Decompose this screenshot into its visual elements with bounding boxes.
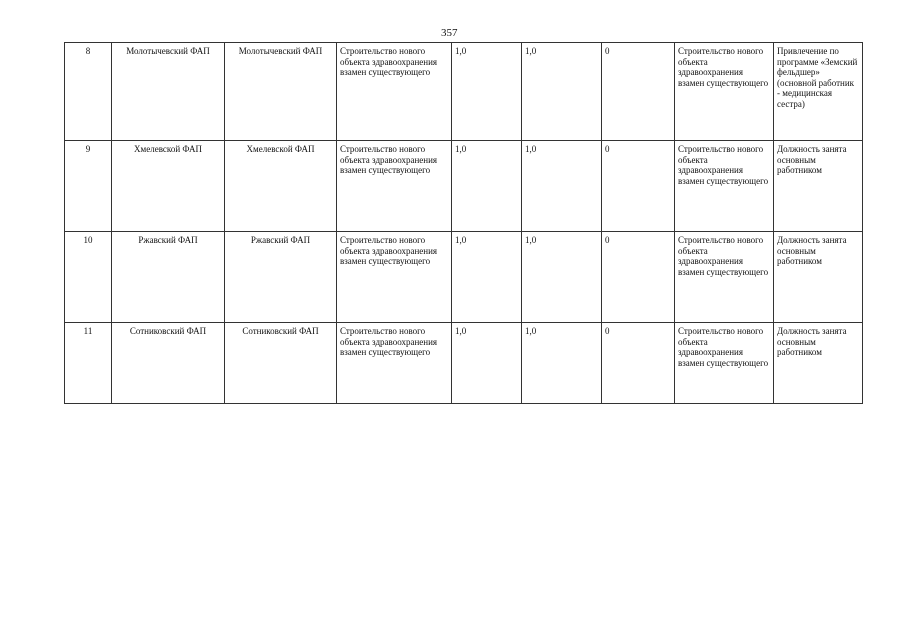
value-1-cell: 1,0 — [452, 43, 522, 141]
value-2-cell: 1,0 — [522, 43, 602, 141]
note-cell: Должность занята основным работником — [774, 141, 863, 232]
data-table — [64, 42, 863, 404]
value-3-cell: 0 — [602, 323, 675, 404]
value-3-cell: 0 — [602, 141, 675, 232]
activity-2-cell: Строительство нового объекта здравоохранения взамен существующего — [675, 141, 774, 232]
fap-name: Молотычевский ФАП — [112, 43, 225, 141]
activity-cell: Строительство нового объекта здравоохранения взамен существующего — [337, 323, 452, 404]
value-2-cell: 1,0 — [522, 323, 602, 404]
activity-2-cell: Строительство нового объекта здравоохранения взамен существующего — [675, 323, 774, 404]
value-3-cell: 0 — [602, 43, 675, 141]
activity-cell: Строительство нового объекта здравоохранения взамен существующего — [337, 232, 452, 323]
activity-cell: Строительство нового объекта здравоохранения взамен существующего — [337, 141, 452, 232]
row-number: 8 — [65, 43, 112, 141]
activity-2-cell: Строительство нового объекта здравоохранения взамен существующего — [675, 232, 774, 323]
page-number: 357 — [441, 27, 458, 39]
value-2-cell: 1,0 — [522, 232, 602, 323]
value-1-cell: 1,0 — [452, 323, 522, 404]
fap-name: Ржавский ФАП — [112, 232, 225, 323]
fap-name: Хмелевской ФАП — [112, 141, 225, 232]
row-number: 9 — [65, 141, 112, 232]
activity-cell: Строительство нового объекта здравоохранения взамен существующего — [337, 43, 452, 141]
row-number: 10 — [65, 232, 112, 323]
value-3-cell: 0 — [602, 232, 675, 323]
fap-name-duplicate: Хмелевской ФАП — [225, 141, 337, 232]
value-2-cell: 1,0 — [522, 141, 602, 232]
table-row — [65, 323, 863, 404]
fap-name-duplicate: Ржавский ФАП — [225, 232, 337, 323]
note-cell: Должность занята основным работником — [774, 323, 863, 404]
value-1-cell: 1,0 — [452, 141, 522, 232]
note-cell: Привлечение по программе «Земский фельдшер» (основной работник - медицинская сестра) — [774, 43, 863, 141]
fap-name-duplicate: Молотычевский ФАП — [225, 43, 337, 141]
fap-name-duplicate: Сотниковский ФАП — [225, 323, 337, 404]
row-number: 11 — [65, 323, 112, 404]
note-cell: Должность занята основным работником — [774, 232, 863, 323]
table-row — [65, 141, 863, 232]
value-1-cell: 1,0 — [452, 232, 522, 323]
table-row — [65, 43, 863, 141]
table-row — [65, 232, 863, 323]
activity-2-cell: Строительство нового объекта здравоохранения взамен существующего — [675, 43, 774, 141]
fap-name: Сотниковский ФАП — [112, 323, 225, 404]
